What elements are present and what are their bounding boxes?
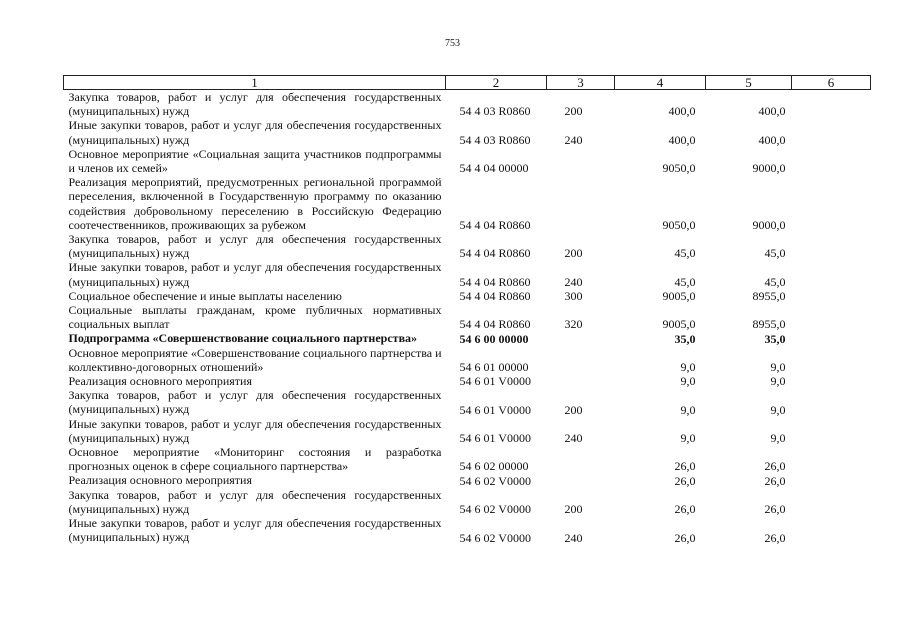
row-amount-4: 9,0 bbox=[680, 360, 696, 375]
row-amount-5: 45,0 bbox=[764, 246, 786, 261]
row-amount-5: 26,0 bbox=[764, 473, 786, 488]
row-amount-5: 26,0 bbox=[764, 530, 786, 545]
row-amount-4: 400,0 bbox=[668, 132, 696, 147]
row-code: 54 4 03 R0860 bbox=[459, 104, 531, 119]
row-amount-4: 26,0 bbox=[674, 459, 696, 474]
row-amount-5: 26,0 bbox=[764, 459, 786, 474]
row-code: 54 4 04 00000 bbox=[459, 161, 529, 176]
row-name: Закупка товаров, работ и услуг для обеспечения государственных (муниципальных) нужд bbox=[68, 232, 442, 261]
row-amount-5: 9000,0 bbox=[752, 161, 786, 176]
row-amount-4: 9,0 bbox=[680, 431, 696, 446]
row-expense-type bbox=[547, 147, 615, 175]
table-row bbox=[64, 473, 871, 487]
row-amount-4: 45,0 bbox=[674, 274, 696, 289]
row-expense-type bbox=[547, 473, 615, 487]
row-expense-type: 240 bbox=[564, 274, 583, 289]
row-name: Социальное обеспечение и иные выплаты населению bbox=[68, 288, 342, 303]
table-row bbox=[64, 289, 871, 303]
row-code: 54 4 04 R0860 bbox=[459, 218, 531, 233]
table-row bbox=[64, 388, 871, 416]
row-amount-5: 8955,0 bbox=[752, 317, 786, 332]
row-amount-6 bbox=[792, 488, 871, 516]
row-code: 54 4 04 R0860 bbox=[459, 274, 531, 289]
row-expense-type bbox=[547, 331, 615, 345]
row-amount-4: 45,0 bbox=[674, 246, 696, 261]
row-expense-type bbox=[547, 175, 615, 232]
row-amount-6 bbox=[792, 374, 871, 388]
row-expense-type bbox=[547, 346, 615, 374]
table-row bbox=[64, 445, 871, 473]
row-code: 54 6 01 00000 bbox=[459, 360, 529, 375]
row-amount-4: 9050,0 bbox=[662, 161, 696, 176]
row-amount-5: 35,0 bbox=[764, 331, 786, 346]
row-name: Иные закупки товаров, работ и услуг для обеспечения государственных (муниципальных) нужд bbox=[68, 416, 442, 445]
row-amount-6 bbox=[792, 331, 871, 345]
budget-table bbox=[63, 75, 871, 545]
table-row bbox=[64, 175, 871, 232]
row-expense-type: 320 bbox=[564, 317, 583, 332]
row-code: 54 6 02 V0000 bbox=[459, 530, 531, 545]
row-expense-type: 240 bbox=[564, 431, 583, 446]
row-amount-6 bbox=[792, 260, 871, 288]
row-amount-6 bbox=[792, 473, 871, 487]
row-amount-6 bbox=[792, 289, 871, 303]
row-code: 54 4 04 R0860 bbox=[459, 246, 531, 261]
row-amount-6 bbox=[792, 90, 871, 119]
row-name: Основное мероприятие «Совершенствование социального партнерства и коллективно-договорных отношений» bbox=[68, 345, 442, 374]
row-code: 54 4 03 R0860 bbox=[459, 132, 531, 147]
row-expense-type: 200 bbox=[564, 246, 583, 261]
row-expense-type: 200 bbox=[564, 104, 583, 119]
row-amount-5: 8955,0 bbox=[752, 289, 786, 304]
row-name: Социальные выплаты гражданам, кроме публичных нормативных социальных выплат bbox=[68, 303, 442, 332]
row-amount-5: 9,0 bbox=[770, 431, 786, 446]
row-amount-5: 9,0 bbox=[770, 374, 786, 389]
row-expense-type: 200 bbox=[564, 402, 583, 417]
row-code: 54 6 02 V0000 bbox=[459, 502, 531, 517]
row-name: Закупка товаров, работ и услуг для обеспечения государственных (муниципальных) нужд bbox=[68, 487, 442, 516]
row-amount-4: 26,0 bbox=[674, 502, 696, 517]
table-row bbox=[64, 118, 871, 146]
row-amount-4: 26,0 bbox=[674, 530, 696, 545]
row-code: 54 4 04 R0860 bbox=[459, 289, 531, 304]
row-name: Основное мероприятие «Мониторинг состояния и разработка прогнозных оценок в сфере социального партнерства» bbox=[68, 445, 442, 474]
table-row bbox=[64, 346, 871, 374]
row-amount-4: 9005,0 bbox=[662, 317, 696, 332]
row-name: Иные закупки товаров, работ и услуг для обеспечения государственных (муниципальных) нужд bbox=[68, 516, 442, 545]
row-amount-5: 26,0 bbox=[764, 502, 786, 517]
table-row bbox=[64, 331, 871, 345]
row-code: 54 6 02 00000 bbox=[459, 459, 529, 474]
table-row bbox=[64, 260, 871, 288]
row-name: Реализация мероприятий, предусмотренных региональной программой переселения, включенной в Государственную программу по оказанию содействия добровольному переселению в Российскую Федерацию соотечественников, проживающих за рубежом bbox=[68, 175, 442, 232]
header-row bbox=[64, 76, 871, 90]
row-code: 54 6 01 V0000 bbox=[459, 402, 531, 417]
row-amount-4: 9,0 bbox=[680, 402, 696, 417]
table-row bbox=[64, 417, 871, 445]
row-amount-6 bbox=[792, 175, 871, 232]
row-code: 54 6 00 00000 bbox=[459, 331, 529, 346]
row-expense-type: 300 bbox=[564, 289, 583, 304]
row-amount-6 bbox=[792, 232, 871, 260]
row-amount-5: 45,0 bbox=[764, 274, 786, 289]
row-amount-5: 9,0 bbox=[770, 360, 786, 375]
table-row bbox=[64, 488, 871, 516]
row-amount-6 bbox=[792, 445, 871, 473]
row-code: 54 6 01 V0000 bbox=[459, 431, 531, 446]
row-amount-4: 9005,0 bbox=[662, 289, 696, 304]
col-header-1: 1 bbox=[64, 76, 446, 90]
table-row bbox=[64, 147, 871, 175]
row-name: Закупка товаров, работ и услуг для обеспечения государственных (муниципальных) нужд bbox=[68, 90, 442, 119]
row-amount-4: 9,0 bbox=[680, 374, 696, 389]
col-header-4: 4 bbox=[615, 76, 706, 90]
row-code: 54 6 02 V0000 bbox=[459, 473, 531, 488]
row-name: Реализация основного мероприятия bbox=[68, 374, 252, 389]
row-code: 54 4 04 R0860 bbox=[459, 317, 531, 332]
row-code: 54 6 01 V0000 bbox=[459, 374, 531, 389]
row-amount-6 bbox=[792, 118, 871, 146]
row-name: Закупка товаров, работ и услуг для обеспечения государственных (муниципальных) нужд bbox=[68, 388, 442, 417]
row-amount-6 bbox=[792, 147, 871, 175]
table-row bbox=[64, 374, 871, 388]
row-amount-4: 26,0 bbox=[674, 473, 696, 488]
col-header-5: 5 bbox=[706, 76, 792, 90]
row-amount-4: 9050,0 bbox=[662, 218, 696, 233]
row-amount-5: 400,0 bbox=[758, 104, 786, 119]
row-amount-6 bbox=[792, 388, 871, 416]
row-expense-type: 240 bbox=[564, 132, 583, 147]
row-amount-4: 400,0 bbox=[668, 104, 696, 119]
col-header-6: 6 bbox=[792, 76, 871, 90]
row-amount-5: 9,0 bbox=[770, 402, 786, 417]
table-row bbox=[64, 516, 871, 544]
row-amount-5: 400,0 bbox=[758, 132, 786, 147]
col-header-3: 3 bbox=[547, 76, 615, 90]
row-expense-type bbox=[547, 445, 615, 473]
row-name: Основное мероприятие «Социальная защита участников подпрограммы и членов их семей» bbox=[68, 146, 442, 176]
row-amount-6 bbox=[792, 346, 871, 374]
table-row bbox=[64, 90, 871, 119]
row-amount-4: 35,0 bbox=[674, 331, 696, 346]
table-row bbox=[64, 303, 871, 331]
col-header-2: 2 bbox=[446, 76, 547, 90]
table-body bbox=[64, 90, 871, 545]
row-name: Иные закупки товаров, работ и услуг для обеспечения государственных (муниципальных) нужд bbox=[68, 118, 442, 147]
page-number: 753 bbox=[445, 38, 460, 49]
row-expense-type: 240 bbox=[564, 530, 583, 545]
row-amount-5: 9000,0 bbox=[752, 218, 786, 233]
row-expense-type bbox=[547, 374, 615, 388]
row-name: Реализация основного мероприятия bbox=[68, 473, 252, 488]
row-amount-6 bbox=[792, 516, 871, 544]
row-name: Подпрограмма «Совершенствование социального партнерства» bbox=[68, 331, 418, 346]
row-amount-6 bbox=[792, 417, 871, 445]
row-amount-6 bbox=[792, 303, 871, 331]
row-name: Иные закупки товаров, работ и услуг для обеспечения государственных (муниципальных) нужд bbox=[68, 260, 442, 289]
table-row bbox=[64, 232, 871, 260]
row-expense-type: 200 bbox=[564, 502, 583, 517]
